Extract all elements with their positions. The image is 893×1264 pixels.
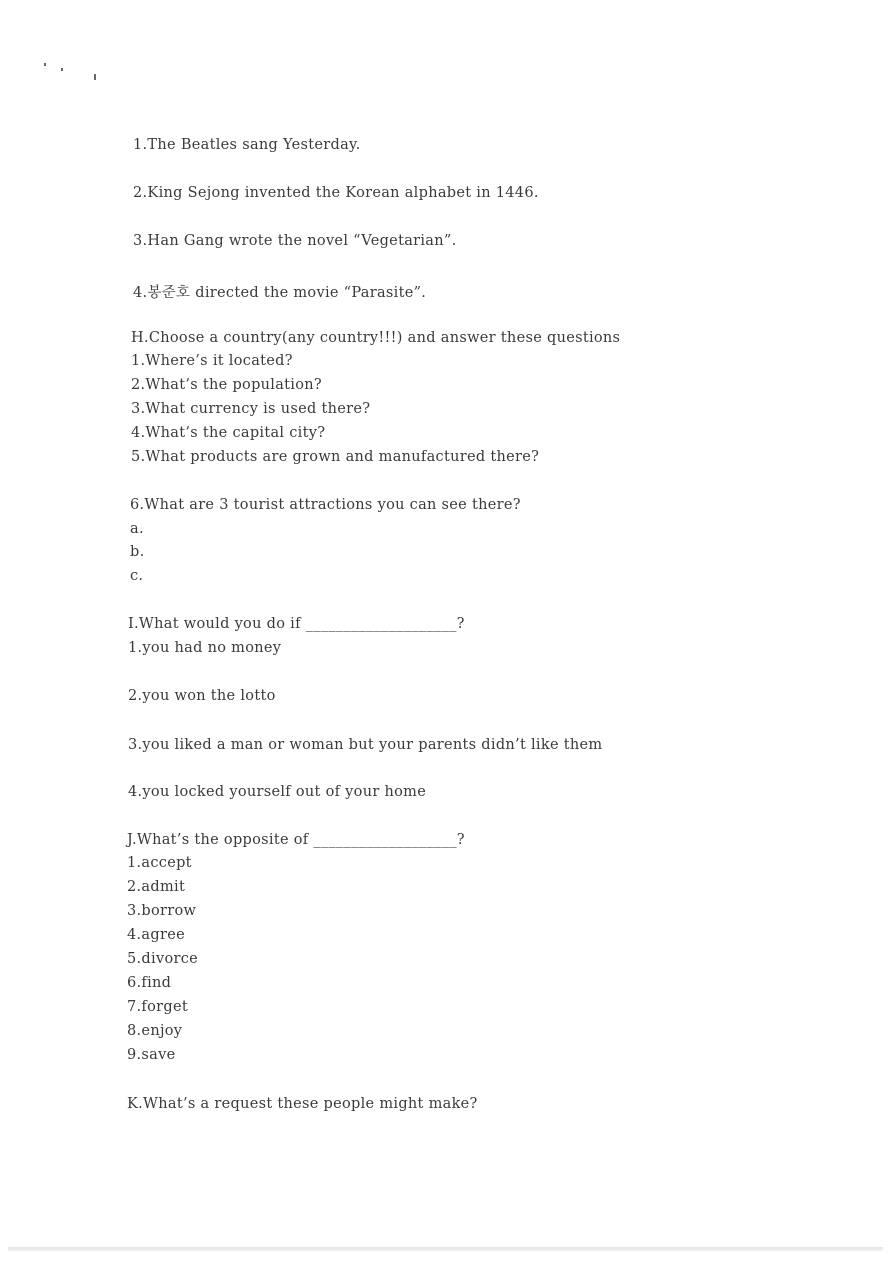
section-k-heading: K.What’s a request these people might make?: [127, 1096, 478, 1112]
section-j-heading: J.What’s the opposite of ___________________?: [127, 832, 465, 848]
answer-item-b: b.: [130, 544, 145, 560]
word-j-4: 4.agree: [127, 927, 185, 943]
answer-item-c: c.: [130, 568, 144, 584]
scenario-i-3: 3.you liked a man or woman but your parents didn’t like them: [128, 737, 603, 753]
answer-item-a: a.: [130, 521, 144, 537]
statement-parasite: 4.봉준호 directed the movie “Parasite”.: [133, 285, 427, 301]
section-i-heading: I.What would you do if ____________________?: [128, 616, 465, 632]
question-h-4: 4.What’s the capital city?: [131, 425, 326, 441]
question-h-1: 1.Where’s it located?: [131, 353, 293, 369]
statement-beatles: 1.The Beatles sang Yesterday.: [133, 137, 361, 153]
section-h-heading: H.Choose a country(any country!!!) and answer these questions: [131, 330, 621, 346]
statement-king-sejong: 2.King Sejong invented the Korean alphabet in 1446.: [133, 185, 539, 201]
word-j-1: 1.accept: [127, 855, 192, 871]
question-h-5: 5.What products are grown and manufactured there?: [131, 449, 540, 465]
question-h-2: 2.What’s the population?: [131, 377, 322, 393]
word-j-9: 9.save: [127, 1047, 176, 1063]
word-j-7: 7.forget: [127, 999, 188, 1015]
question-h-3: 3.What currency is used there?: [131, 401, 371, 417]
word-j-3: 3.borrow: [127, 903, 197, 919]
word-j-5: 5.divorce: [127, 951, 199, 967]
speck: [94, 74, 96, 80]
question-h-6: 6.What are 3 tourist attractions you can see there?: [130, 497, 521, 513]
word-j-2: 2.admit: [127, 879, 186, 895]
speck: [44, 63, 46, 66]
statement-han-gang: 3.Han Gang wrote the novel “Vegetarian”.: [133, 233, 457, 249]
scan-bottom-edge: [8, 1247, 883, 1251]
word-j-6: 6.find: [127, 975, 172, 991]
speck: [61, 68, 63, 71]
scenario-i-1: 1.you had no money: [128, 640, 282, 656]
word-j-8: 8.enjoy: [127, 1023, 183, 1039]
scenario-i-4: 4.you locked yourself out of your home: [128, 784, 427, 800]
scenario-i-2: 2.you won the lotto: [128, 688, 276, 704]
scan-specks: [42, 62, 102, 82]
